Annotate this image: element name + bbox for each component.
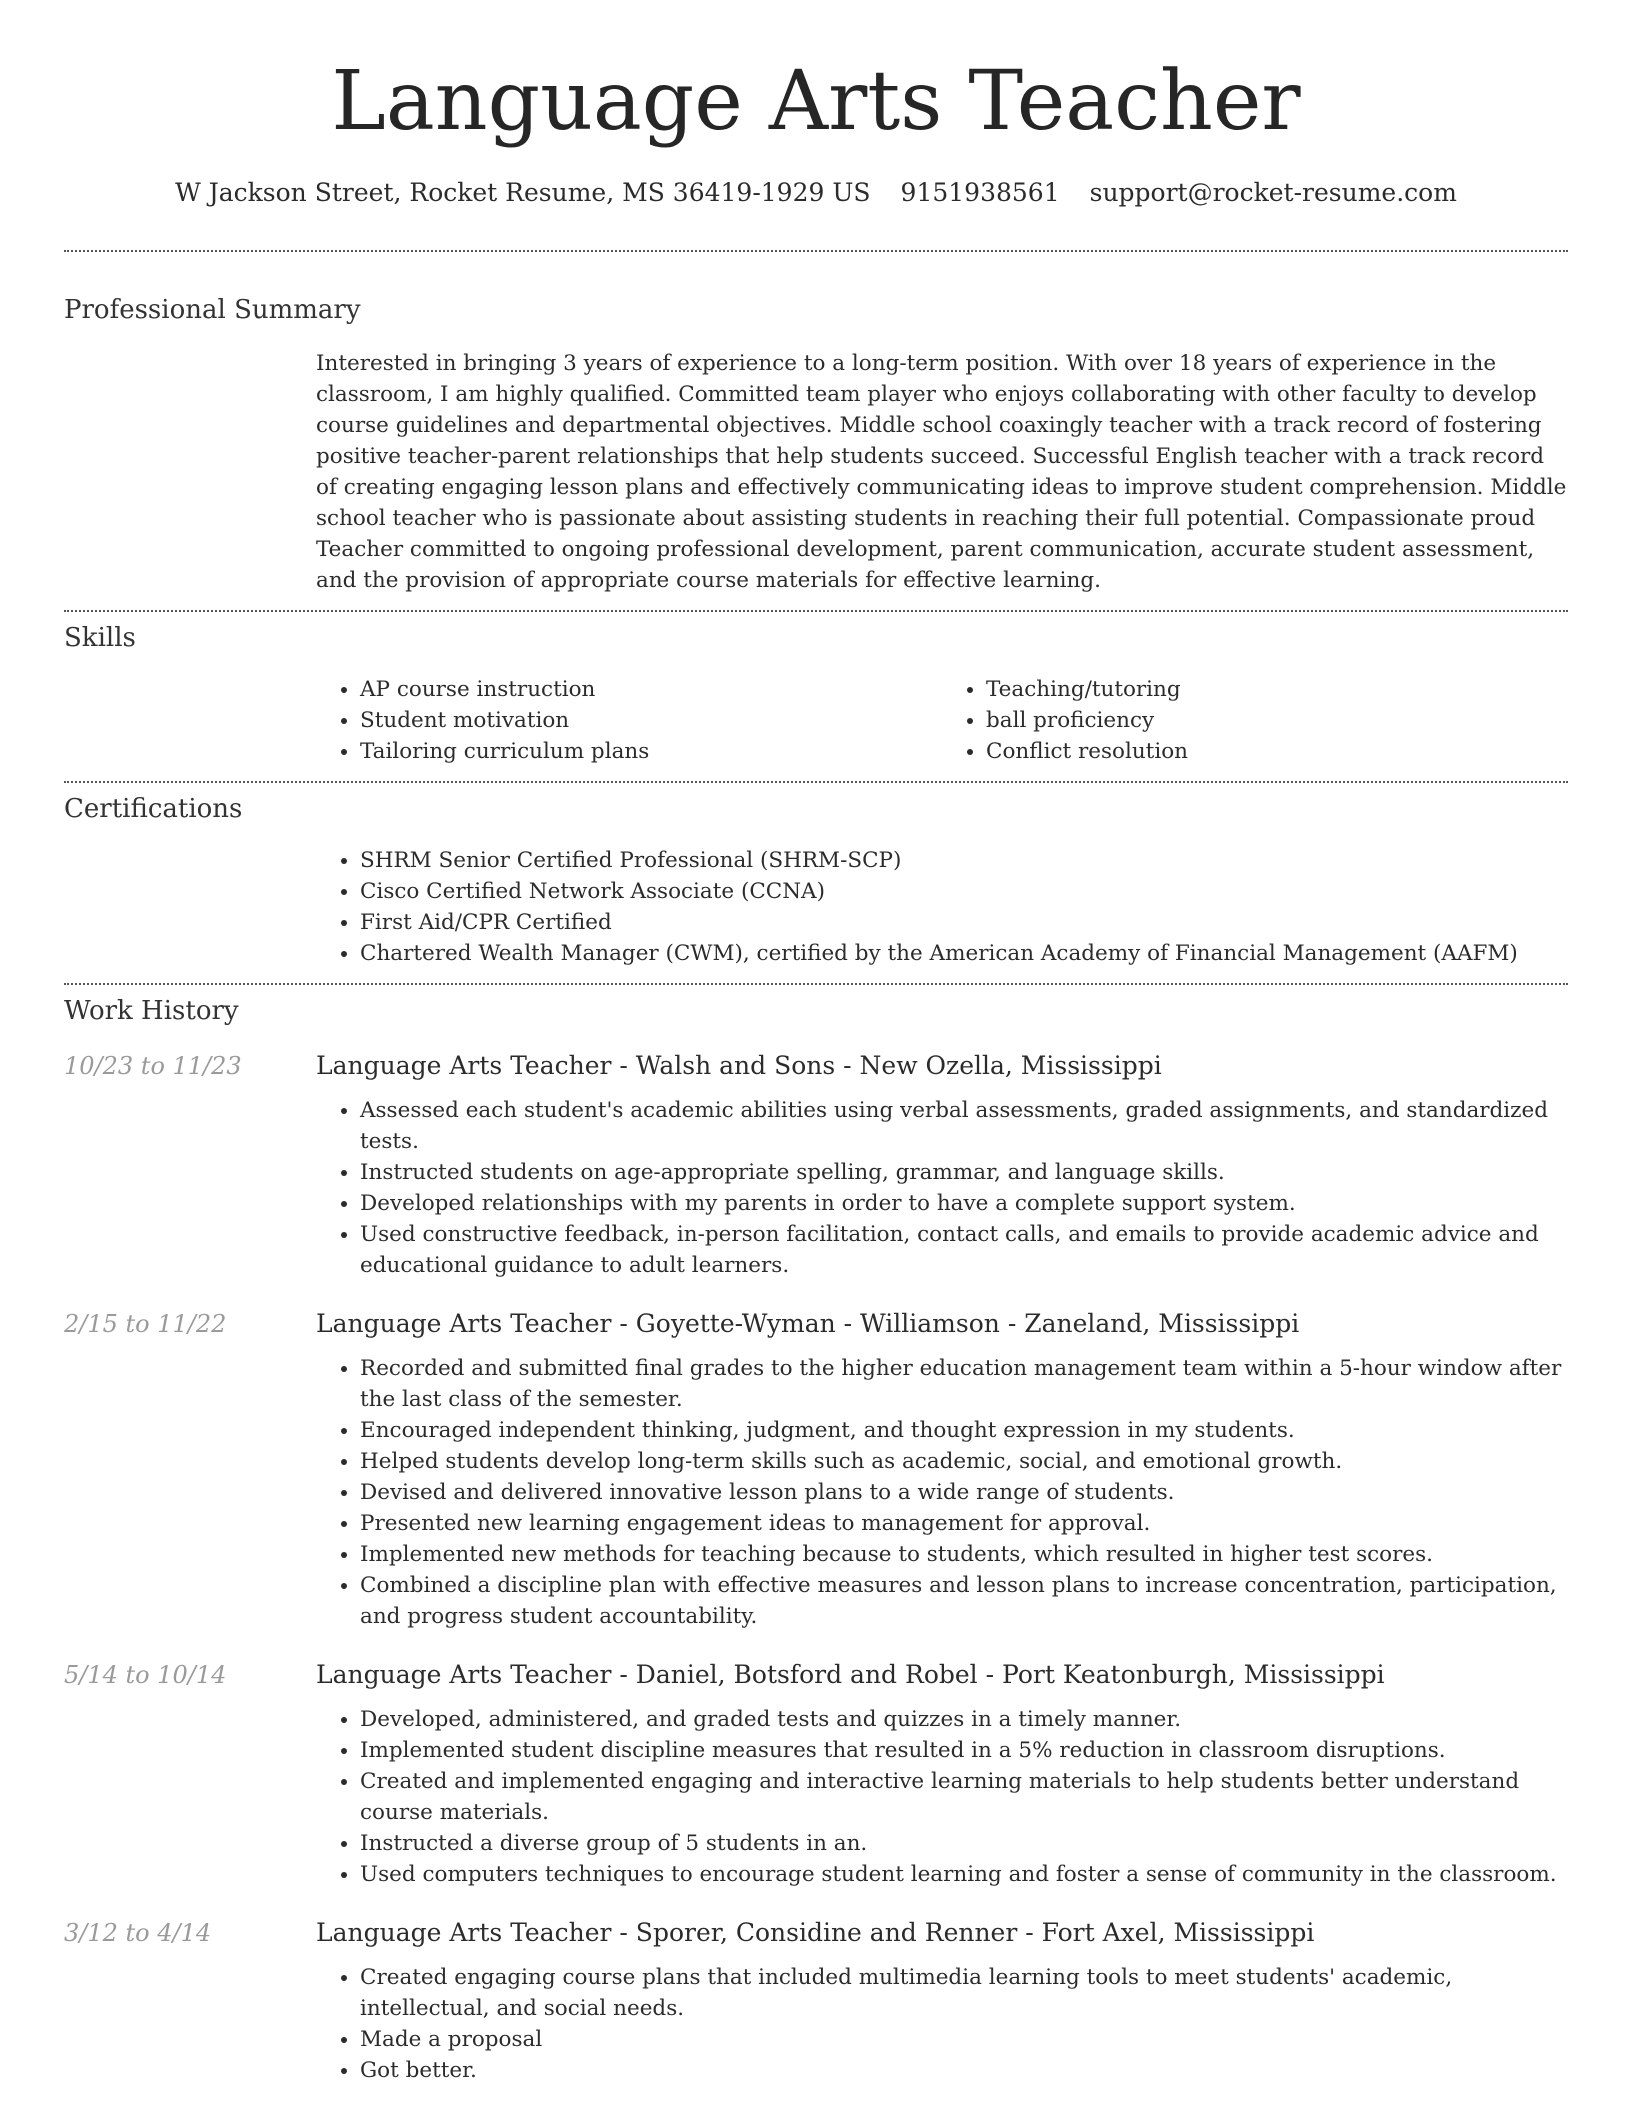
section-title-summary: Professional Summary xyxy=(64,295,361,325)
certifications-section xyxy=(64,783,1568,983)
job-entry xyxy=(64,1307,1568,1632)
skill-item: • Student motivation xyxy=(360,705,942,736)
job-entry xyxy=(64,1916,1568,2086)
certification-item: • First Aid/CPR Certified xyxy=(360,907,1568,938)
job-bullet: • Developed, administered, and graded tests and quizzes in a timely manner. xyxy=(360,1704,1568,1735)
job-bullet: • Used constructive feedback, in-person facilitation, contact calls, and emails to provide academic advice and educational guidance to adult learners. xyxy=(360,1219,1568,1281)
job-bullet: • Created engaging course plans that included multimedia learning tools to meet students' academic, intellectual, and social needs. xyxy=(360,1962,1568,2024)
certification-item: • Chartered Wealth Manager (CWM), certified by the American Academy of Financial Management (AAFM) xyxy=(360,938,1568,969)
job-bullet: • Presented new learning engagement ideas to management for approval. xyxy=(360,1508,1568,1539)
skills-column-right xyxy=(942,674,1568,767)
job-bullet: • Used computers techniques to encourage student learning and foster a sense of community in the classroom. xyxy=(360,1859,1568,1890)
job-bullet: • Implemented student discipline measures that resulted in a 5% reduction in classroom disruptions. xyxy=(360,1735,1568,1766)
skill-item: • Teaching/tutoring xyxy=(986,674,1568,705)
certifications-list xyxy=(316,845,1568,983)
skill-item: • ball proficiency xyxy=(986,705,1568,736)
skills-column-left xyxy=(316,674,942,767)
section-title-work-history: Work History xyxy=(64,996,239,1026)
skill-item: • Conflict resolution xyxy=(986,736,1568,767)
skill-item: • Tailoring curriculum plans xyxy=(360,736,942,767)
job-bullet: • Recorded and submitted final grades to the higher education management team within a 5-hour window after the last class of the semester. xyxy=(360,1353,1568,1415)
contact-line xyxy=(64,176,1568,210)
skills-section xyxy=(64,612,1568,781)
resume-name: Language Arts Teacher xyxy=(331,54,1301,149)
job-title: Language Arts Teacher - Walsh and Sons - New Ozella, Mississippi xyxy=(316,1051,1162,1080)
job-bullet: • Instructed a diverse group of 5 students in an. xyxy=(360,1828,1568,1859)
job-bullet: • Assessed each student's academic abilities using verbal assessments, graded assignments, and standardized tests. xyxy=(360,1095,1568,1157)
job-bullet: • Helped students develop long-term skills such as academic, social, and emotional growth. xyxy=(360,1446,1568,1477)
job-title: Language Arts Teacher - Goyette-Wyman - Williamson - Zaneland, Mississippi xyxy=(316,1309,1300,1338)
section-title-certifications: Certifications xyxy=(64,794,243,824)
contact-phone: 9151938561 xyxy=(900,178,1060,207)
job-entry xyxy=(64,1049,1568,1281)
job-bullet: • Developed relationships with my parents in order to have a complete support system. xyxy=(360,1188,1568,1219)
section-title-skills: Skills xyxy=(64,623,136,653)
certification-item: • Cisco Certified Network Associate (CCNA) xyxy=(360,876,1568,907)
work-history-section xyxy=(64,985,1568,2086)
job-bullet: • Got better. xyxy=(360,2055,1568,2086)
job-bullet: • Created and implemented engaging and interactive learning materials to help students better understand course materials. xyxy=(360,1766,1568,1828)
job-bullet: • Combined a discipline plan with effective measures and lesson plans to increase concentration, participation, and progress student accountability. xyxy=(360,1570,1568,1632)
job-bullet: • Instructed students on age-appropriate spelling, grammar, and language skills. xyxy=(360,1157,1568,1188)
summary-section xyxy=(64,252,1568,610)
job-bullet: • Made a proposal xyxy=(360,2024,1568,2055)
job-bullet: • Encouraged independent thinking, judgment, and thought expression in my students. xyxy=(360,1415,1568,1446)
summary-text: Interested in bringing 3 years of experience to a long-term position. With over 18 years of experience in the classroom, I am highly qualified. Committed team player who enjoys collaborating with other faculty to develop course guidelines and departmental objectives. Middle school coaxingly teacher with a track record of fostering positive teacher-parent relationships that help students succeed. Successful English teacher with a track record of creating engaging lesson plans and effectively communicating ideas to improve student comprehension. Middle school teacher who is passionate about assisting students in reaching their full potential. Compassionate proud Teacher committed to ongoing professional development, parent communication, accurate student assessment, and the provision of appropriate course materials for effective learning. xyxy=(316,351,1567,593)
job-title: Language Arts Teacher - Daniel, Botsford and Robel - Port Keatonburgh, Mississippi xyxy=(316,1660,1385,1689)
certification-item: • SHRM Senior Certified Professional (SHRM-SCP) xyxy=(360,845,1568,876)
job-date: 2/15 to 11/22 xyxy=(64,1310,227,1338)
job-date: 5/14 to 10/14 xyxy=(64,1661,227,1689)
job-bullet: • Devised and delivered innovative lesson plans to a wide range of students. xyxy=(360,1477,1568,1508)
job-bullet: • Implemented new methods for teaching because to students, which resulted in higher test scores. xyxy=(360,1539,1568,1570)
contact-email: support@rocket-resume.com xyxy=(1089,178,1457,207)
skills-list xyxy=(316,674,1568,781)
contact-address: W Jackson Street, Rocket Resume, MS 36419-1929 US xyxy=(175,178,871,207)
job-date: 3/12 to 4/14 xyxy=(64,1919,212,1947)
job-title: Language Arts Teacher - Sporer, Considine and Renner - Fort Axel, Mississippi xyxy=(316,1918,1315,1947)
job-date: 10/23 to 11/23 xyxy=(64,1052,242,1080)
skill-item: • AP course instruction xyxy=(360,674,942,705)
job-entry xyxy=(64,1658,1568,1890)
